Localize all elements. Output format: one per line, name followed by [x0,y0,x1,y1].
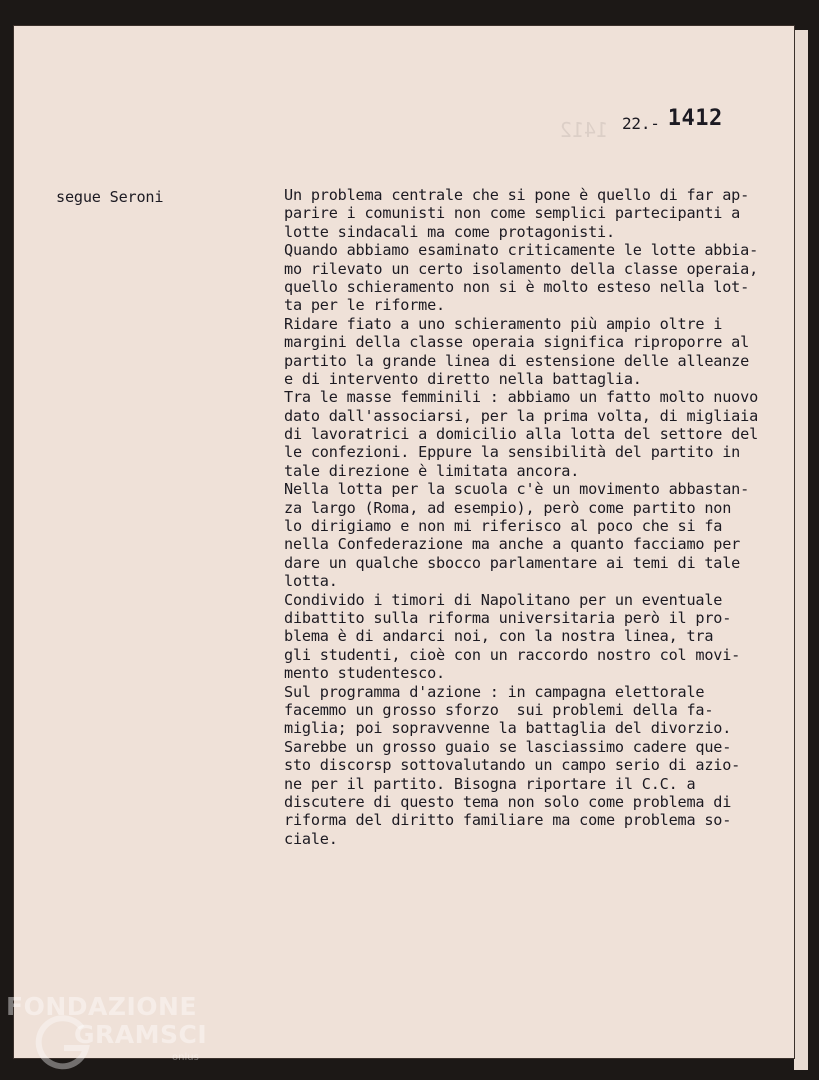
body-line: e di intervento diretto nella battaglia. [284,369,642,388]
page-number-prefix: 22.- [622,114,660,133]
body-line: parire i comunisti non come semplici partecipanti a [284,204,741,223]
body-line: discutere di questo tema non solo come problema di [284,792,732,811]
speaker-label: segue Seroni [56,188,164,206]
body-line: tale direzione è limitata ancora. [284,461,580,480]
body-line: mo rilevato un certo isolamento della classe operaia, [284,259,759,278]
body-line: di lavoratrici a domicilio alla lotta del settore del [284,425,759,444]
body-line: partito la grande linea di estensione delle alleanze [284,351,750,370]
body-line: Un problema centrale che si pone è quello di far ap- [284,186,750,204]
body-line: facemmo un grosso sforzo sui problemi della fa- [284,700,714,719]
body-line: mento studentesco. [284,664,445,683]
body-line: lotte sindacali ma come protagonisti. [284,222,615,241]
body-line: ciale. [284,829,338,848]
body-line: dato dall'associarsi, per la prima volta, di migliaia [284,406,759,425]
page-number-stamp: 1412 [667,106,723,131]
watermark-suffix: onlus [172,1052,199,1063]
body-line: Sarebbe un grosso guaio se lasciassimo cadere que- [284,737,732,756]
body-line: gli studenti, cioè con un raccordo nostro col movi- [284,645,741,664]
body-line: quello schieramento non si è molto esteso nella lot- [284,277,750,296]
body-line: sto discorsp sottovalutando un campo serio di azio- [284,756,741,775]
body-line: ne per il partito. Bisogna riportare il C.C. a [284,774,696,793]
watermark-line1: FONDAZIONE [6,992,198,1021]
body-line: Sul programma d'azione : in campagna elettorale [284,682,705,701]
body-line: Condivido i timori di Napolitano per un eventuale [284,590,723,609]
body-line: dibattito sulla riforma universitaria però il pro- [284,608,732,627]
body-line: dare un qualche sbocco parlamentare ai temi di tale [284,553,741,572]
body-line: lotta. [284,572,338,591]
body-line: riforma del diritto familiare ma come problema so- [284,811,732,830]
paper-edge [794,30,808,1070]
body-line: Nella lotta per la scuola c'è un movimento abbastan- [284,480,750,499]
body-line: Ridare fiato a uno schieramento più ampio oltre i [284,314,723,333]
body-line: miglia; poi sopravvenne la battaglia del divorzio. [284,719,732,738]
body-line: margini della classe operaia significa riproporre al [284,333,750,352]
body-line: le confezioni. Eppure la sensibilità del partito in [284,443,741,462]
body-line: za largo (Roma, ad esempio), però come partito non [284,498,732,517]
body-line: Quando abbiamo esaminato criticamente le lotte abbia- [284,241,759,260]
body-text [284,186,784,848]
body-line: lo dirigiamo e non mi riferisco al poco che si fa [284,517,723,536]
body-line: blema è di andarci noi, con la nostra linea, tra [284,627,714,646]
body-line: nella Confederazione ma anche a quanto facciamo per [284,535,741,554]
body-line: ta per le riforme. [284,296,445,315]
fondazione-gramsci-watermark [6,992,206,1072]
watermark-line2: GRAMSCI [74,1020,208,1049]
body-line: Tra le masse femminili : abbiamo un fatto molto nuovo [284,388,759,407]
page-number [622,106,723,135]
